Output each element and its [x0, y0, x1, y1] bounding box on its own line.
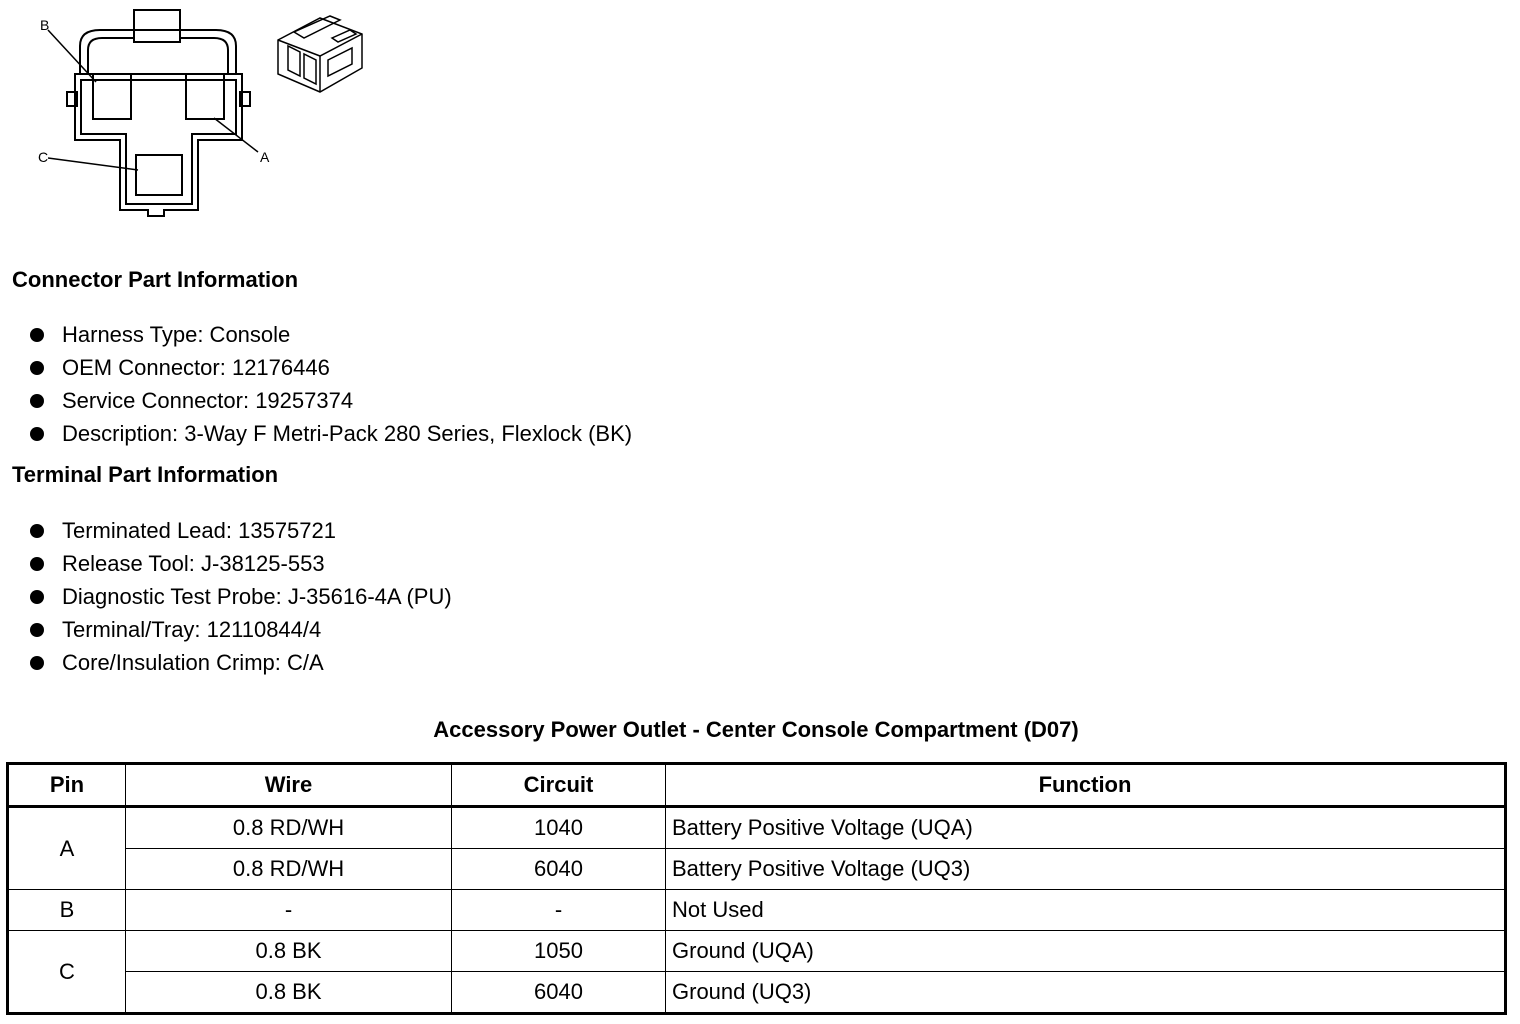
- list-item: [28, 547, 452, 580]
- cell-pin: C: [8, 931, 126, 1014]
- list-item-text: Release Tool: J-38125-553: [62, 551, 325, 576]
- list-item: [28, 580, 452, 613]
- table-row: [8, 890, 1506, 931]
- list-item-text: Diagnostic Test Probe: J-35616-4A (PU): [62, 584, 452, 609]
- pin-label-b: B: [40, 17, 50, 33]
- terminal-part-info-list: [28, 514, 452, 679]
- cell-circuit: 1050: [452, 931, 666, 972]
- cell-function: Ground (UQA): [666, 931, 1506, 972]
- list-item: [28, 384, 632, 417]
- cell-circuit: -: [452, 890, 666, 931]
- table-row: [8, 972, 1506, 1014]
- bullet-icon: [30, 656, 44, 670]
- header-wire: Wire: [126, 764, 452, 807]
- bullet-icon: [30, 524, 44, 538]
- table-row: [8, 807, 1506, 849]
- cavity-c: [136, 155, 182, 195]
- table-row: [8, 849, 1506, 890]
- cell-function: Not Used: [666, 890, 1506, 931]
- bullet-icon: [30, 590, 44, 604]
- connector-part-info-heading: Connector Part Information: [12, 267, 299, 292]
- pin-label-a: A: [260, 149, 270, 165]
- cell-wire: 0.8 RD/WH: [126, 849, 452, 890]
- connector-isometric-illustration: [270, 12, 370, 98]
- cell-pin: A: [8, 807, 126, 890]
- cell-circuit: 1040: [452, 807, 666, 849]
- terminal-part-info-heading: Terminal Part Information: [12, 462, 279, 487]
- cell-circuit: 6040: [452, 849, 666, 890]
- bullet-icon: [30, 623, 44, 637]
- connector-part-info-list: [28, 318, 632, 450]
- cell-wire: 0.8 BK: [126, 931, 452, 972]
- bullet-icon: [30, 328, 44, 342]
- cell-circuit: 6040: [452, 972, 666, 1014]
- cell-wire: 0.8 RD/WH: [126, 807, 452, 849]
- list-item: [28, 613, 452, 646]
- cell-function: Battery Positive Voltage (UQ3): [666, 849, 1506, 890]
- pinout-table-title: Accessory Power Outlet - Center Console Compartment (D07): [433, 717, 1079, 742]
- bullet-icon: [30, 361, 44, 375]
- list-item-text: Terminal/Tray: 12110844/4: [62, 617, 322, 642]
- cell-pin: B: [8, 890, 126, 931]
- list-item: [28, 646, 452, 679]
- list-item: [28, 417, 632, 450]
- leader-line-c: [48, 158, 138, 170]
- list-item-text: Core/Insulation Crimp: C/A: [62, 650, 324, 675]
- list-item: [28, 514, 452, 547]
- table-row: [8, 931, 1506, 972]
- cell-wire: -: [126, 890, 452, 931]
- cell-wire: 0.8 BK: [126, 972, 452, 1014]
- list-item-text: Harness Type: Console: [62, 322, 291, 347]
- bullet-icon: [30, 394, 44, 408]
- list-item-text: OEM Connector: 12176446: [62, 355, 330, 380]
- bullet-icon: [30, 427, 44, 441]
- table-header-row: [8, 764, 1506, 807]
- connector-face-diagram: [30, 8, 280, 218]
- list-item: [28, 351, 632, 384]
- list-item-text: Description: 3-Way F Metri-Pack 280 Series, Flexlock (BK): [62, 421, 633, 446]
- header-circuit: Circuit: [452, 764, 666, 807]
- connector-latch: [134, 10, 180, 42]
- list-item: [28, 318, 632, 351]
- cell-function: Ground (UQ3): [666, 972, 1506, 1014]
- pinout-table: [6, 762, 1507, 1015]
- cell-function: Battery Positive Voltage (UQA): [666, 807, 1506, 849]
- header-function: Function: [666, 764, 1506, 807]
- pin-label-c: C: [38, 149, 49, 165]
- list-item-text: Service Connector: 19257374: [62, 388, 354, 413]
- list-item-text: Terminated Lead: 13575721: [62, 518, 336, 543]
- header-pin: Pin: [8, 764, 126, 807]
- bullet-icon: [30, 557, 44, 571]
